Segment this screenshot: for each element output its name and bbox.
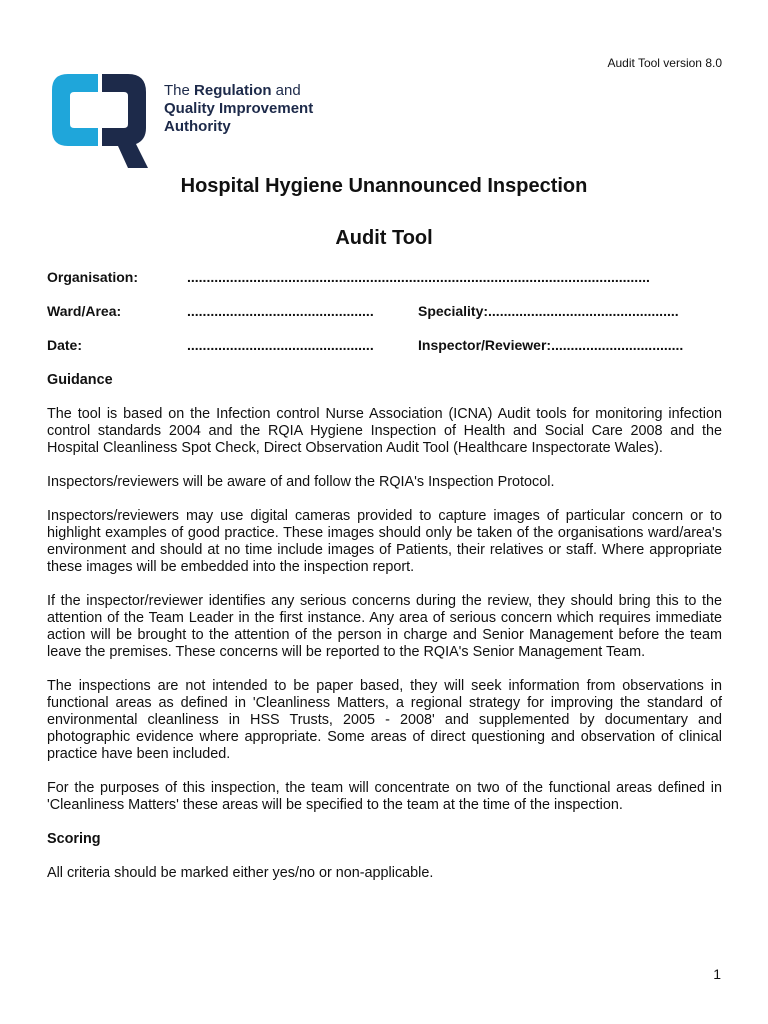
date-label: Date: [47,337,83,353]
page-subtitle: Audit Tool [335,227,433,249]
guidance-paragraph: If the inspector/reviewer identifies any serious concerns during the review, they should bring this to the attention of the Team Leader in the first instance. Any area of serious concern which requires immediate action will be brought to the attention of the person in charge and Senior Management before the team leave the premises. These concerns will be reported to the RQIA's Senior Management Team. [47,593,722,660]
guidance-heading: Guidance [47,372,113,388]
ward-label: Ward/Area: [47,303,122,319]
scoring-text: All criteria should be marked either yes/no or non-applicable. [47,865,434,881]
organisation-field[interactable]: ....................................................................................................................... [187,269,650,285]
guidance-paragraph: The inspections are not intended to be paper based, they will seek information from observations in functional areas as defined in 'Cleanliness Matters, a regional strategy for improving the standard of environmental cleanliness in HSS Trusts, 2005 - 2008' and supplemented by documentary and photographic evidence where appropriate. Some areas of direct questioning and observation of clinical practice have been included. [47,678,722,762]
organisation-label: Organisation: [47,269,139,285]
guidance-paragraph: Inspectors/reviewers will be aware of and follow the RQIA's Inspection Protocol. [47,474,555,490]
inspector-field[interactable]: Inspector/Reviewer:.................................. [418,337,684,353]
rqia-logo [48,70,348,174]
guidance-paragraph: The tool is based on the Infection control Nurse Association (ICNA) Audit tools for monitoring infection control standards 2004 and the RQIA Hygiene Inspection of Health and Social Care 2008 and the Hospital Cleanliness Spot Check, Direct Observation Audit Tool (Healthcare Inspectorate Wales). [47,406,722,456]
page-title: Hospital Hygiene Unannounced Inspection [180,175,588,197]
rqia-logo-text: The Regulation and Quality Improvement Authority [164,82,314,135]
speciality-field[interactable]: Speciality:................................................. [418,303,679,319]
scoring-heading: Scoring [47,831,101,847]
guidance-paragraph: For the purposes of this inspection, the team will concentrate on two of the functional areas defined in 'Cleanliness Matters' these areas will be specified to the team at the time of the inspection. [47,780,722,813]
guidance-paragraph: Inspectors/reviewers may use digital cameras provided to capture images of particular concern or to highlight examples of good practice. These images should only be taken of the organisations ward/area's environment and should at no time include images of Patients, their relatives or staff. Where appropriate these images will be embedded into the inspection report. [47,508,722,575]
rqia-logo-icon [48,70,152,174]
ward-field[interactable]: ................................................ [187,303,374,319]
date-field[interactable]: ................................................ [187,337,374,353]
version-label: Audit Tool version 8.0 [607,56,722,70]
page-number: 1 [713,966,721,982]
document-body [47,372,722,899]
